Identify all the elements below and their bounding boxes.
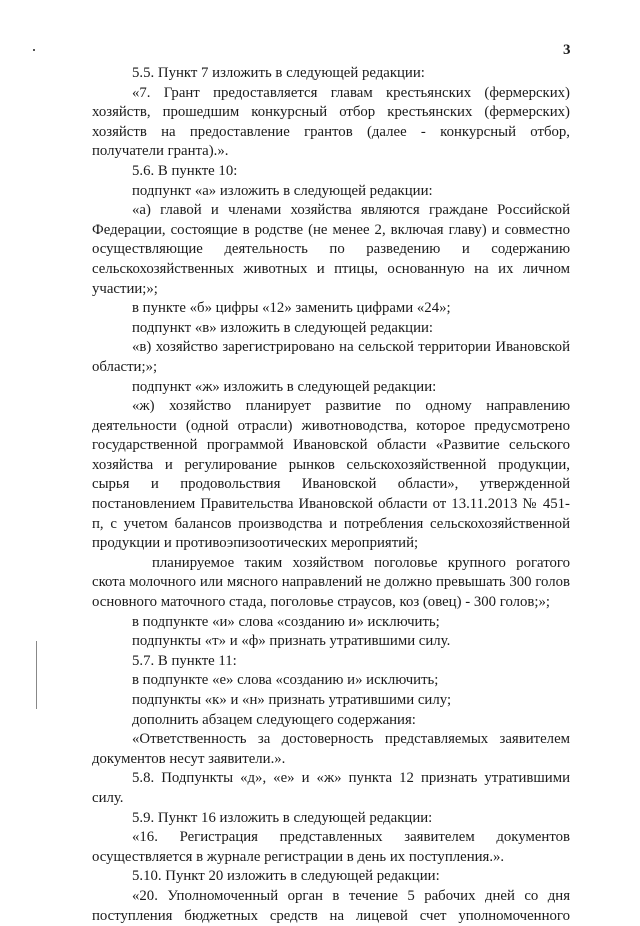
paragraph-subitem-e: в подпункте «е» слова «созданию и» исключить; [132, 672, 439, 689]
paragraph-quote-16: «16. Регистрация представленных заявителем документов осуществляется в журнале регистрации в день их поступления.». [92, 829, 570, 865]
paragraph-subitem-i: в подпункте «и» слова «созданию и» исключить; [132, 613, 440, 630]
paragraph-subitem-v-heading: подпункт «в» изложить в следующей редакции: [132, 319, 434, 336]
paragraph-subitems-k-n: подпункты «к» и «н» признать утратившими силу; [132, 692, 452, 708]
paragraph-subitem-a-text: «а) главой и членами хозяйства являются граждане Российской Федерации, состоящие в родстве (не менее 2, включая главу) и совместно осуществляющие деятельность по разведению и содержанию сельскохозяйственных животных и птицы, основанную на их личном участии;»; [92, 202, 570, 297]
page-number: 3 [563, 42, 571, 58]
paragraph-5-10: 5.10. Пункт 20 изложить в следующей редакции: [132, 868, 440, 885]
paragraph-responsibility: «Ответственность за достоверность представляемых заявителем документов несут заявители.». [92, 731, 570, 767]
paragraph-add-clause: дополнить абзацем следующего содержания: [132, 711, 416, 728]
paragraph-5-8: 5.8. Подпункты «д», «е» и «ж» пункта 12 признать утратившими силу. [92, 770, 570, 806]
paragraph-5-9: 5.9. Пункт 16 изложить в следующей редакции: [132, 809, 433, 826]
paragraph-quote-7: «7. Грант предоставляется главам крестьянских (фермерских) хозяйств, прошедшим конкурсный отбор крестьянских (фермерских) хозяйств на предоставление грантов (далее - конкурсный отбор, получатели гранта).». [92, 84, 570, 160]
paragraph-subitem-v-text: «в) хозяйство зарегистрировано на сельской территории Ивановской области;»; [92, 339, 570, 375]
document-body [92, 64, 570, 926]
paragraph-5-5: 5.5. Пункт 7 изложить в следующей редакции: [132, 65, 425, 81]
paragraph-quote-20: «20. Уполномоченный орган в течение 5 рабочих дней со дня поступления бюджетных средств на лицевой счет уполномоченного [92, 887, 570, 924]
paragraph-subitem-zh-heading: подпункт «ж» изложить в следующей редакции: [132, 378, 437, 395]
paragraph-subitem-a-heading: подпункт «а» изложить в следующей редакции: [132, 182, 433, 199]
paragraph-subitem-zh-text: «ж) хозяйство планирует развитие по одному направлению деятельности (одной отрасли) животноводства, которое предусмотрено государственной программой Ивановской области «Развитие сельского хозяйства и регулирование рынков сельскохозяйственной продукции, сырья и продовольствия Ивановской области», утвержденной постановлением Правительства Ивановской области от 13.11.2013 № 451-п, с учетом балансов производства и потребления сельскохозяйственной продукции и противоэпизоотических мероприятий; [92, 398, 570, 552]
paragraph-5-7: 5.7. В пункте 11: [132, 652, 237, 669]
paragraph-item-b: в пункте «б» цифры «12» заменить цифрами «24»; [132, 300, 451, 317]
paragraph-subitems-t-f: подпункты «т» и «ф» признать утратившими силу. [132, 633, 451, 650]
margin-dot-mark [33, 49, 35, 51]
paragraph-5-6: 5.6. В пункте 10: [132, 162, 238, 179]
paragraph-livestock-limit: планируемое таким хозяйством поголовье крупного рогатого скота молочного или мясного направлений не должно превышать 300 голов основного маточного стада, поголовье страусов, коз (овец) - 300 голов;»; [92, 554, 570, 611]
binding-mark [36, 641, 37, 709]
